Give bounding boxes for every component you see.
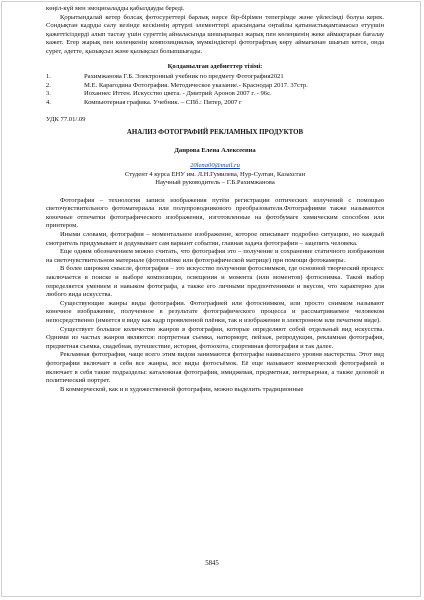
body-paragraph: Еще одним обозначением можно считать, что фотография это – получение и сохранение статичного изображения на светочувствительном материале (фотоплёнке или фотографической матрице) при помощи фотокамеры. <box>46 248 384 264</box>
reference-item <box>46 90 384 99</box>
reference-item <box>46 73 384 82</box>
author-email-link[interactable]: 20lena00@mail.ru <box>190 161 240 169</box>
body-paragraph: В коммерческой, как и в художественной фотографии, можно выделить традиционные <box>60 385 304 393</box>
author-email-line <box>46 162 384 171</box>
reference-text: Компьютерная графика. Учебник. – СПб.: Питер, 2007 г <box>84 98 242 106</box>
references-title: Қолданылған әдебиеттер тізімі: <box>167 62 263 70</box>
reference-number: 4. <box>46 98 51 106</box>
body-paragraph: Фотография – технология записи изображения путём регистрации оптических излучений с помощью светочувствительного фотоматериала или полупроводникового преобразователя.Фотографиями также называются конечные отпечатки фотографического изображения, изготовленные на фотобумаге химическим способом или принтером. <box>46 196 384 230</box>
reference-number: 2. <box>46 81 51 89</box>
body-paragraph: В более широком смысле, фотография – это искусство получения фотоснимков, где основной творческий процесс заключается в поиске и выборе композиции, освещения и момента (или моментов) фотоснимка. Такой выбор определяется умением и навыком фотографа, а также его личными предпочтениями и вкусом, что характерно для любого вида искусства. <box>46 265 384 299</box>
body-paragraph: Существует большое количество жанров в фотографии, которые определяют собой отдельный вид искусства. Одними из частых жанров являются: портретная съемка, натюрморт, пейзаж, репродукция, рекламная фотография, предметная съемка, свадебная, путешествие, история, фотоохота, спортивная фотография и так далее. <box>46 325 384 350</box>
reference-number: 1. <box>46 73 51 81</box>
intro-paragraph-1: көңіл-күй мен эмоциоаладды қабылдауды береді. <box>46 5 185 12</box>
body-paragraph: Иными словами, фотография – моментальное изображение, которое описывает подробно ситуацию, но каждый смотритель придумывает и додумывает сам вариант событии, главная задача фотографии – зацепить человека. <box>46 231 384 247</box>
body-paragraph: Рекламная фотография, чаще всего этим видом занимаются фотографы наивысшего уровня мастерства. Этот вид фотографии включает в себя все жанры, все виды фотосъёмок. Её еще называют коммерческой фотографией и включает в себя такие подразделы: каталожная фотография, имиджевая, предметная, интерьерная, а также деловой и политический портрет. <box>46 351 384 385</box>
author-name: Данрова Елена Алексеевна <box>174 146 256 154</box>
page-content <box>46 5 384 394</box>
udk-code: УДК 77.01/.09 <box>46 115 86 123</box>
article-title: АНАЛИЗ ФОТОГРАФИЙ РЕКЛАМНЫХ ПРОДУКТОВ <box>126 129 304 137</box>
intro-paragraph-2: Қорытындалай кетер болсақ фотосуреттері барлық нәрсе бір-бірімен тепегрімде және үйлесімді болуы керек. Сондықтан кадрды салу кезінде кескіннің әртүрлі элементтері арасындағы оңтайлы қатынастықамтамасыз етуүшін қажеттісіздерді алып тастау үшін суреттің айналасында шешырыңыз жарық пен көлеңкенің жеке аймақтарын бағалау кажет. Егер жарық пен көлеңкенің композициялық мүмкіндіктері фотографтың көру аймағынан шығып кетсе, онда сурет, әдетте, қызықсыз және қызықсыз болыпшығады. <box>46 13 384 55</box>
reference-text: Иоханнес Иттен. Искусство цвета. - Дмитрий Аронов 2007 г. - 96с. <box>84 90 272 98</box>
reference-number: 3. <box>46 90 51 98</box>
supervisor-line: Научный руководитель – Г.Б.Рахимжанова <box>155 179 275 187</box>
references-list <box>46 73 384 107</box>
page-number: 5845 <box>205 560 219 567</box>
reference-text: Рахимжанова Г.Б. Электронный учебник по предмету Фотография2021 <box>84 73 284 81</box>
body-paragraph: Существующие жанры виды фотографии. Фотографией или фотоснимком, или просто снимком называют конечное изображение, полученное в результате фотографического процесса и рассматриваемое человеком непосредственно (имеется в виду как кадр проявленной плёнки, так и изображение в электронном или печатном виде). <box>46 299 384 324</box>
reference-text: М.Е. Карагодина Фотография. Методическое указание.- Краснодар 2017. 37стр. <box>84 81 308 89</box>
author-affiliation: Студент 4 курса ЕНУ им. Л.Н.Гумилева, Нур-Султан, Казахстан <box>124 170 306 178</box>
reference-item <box>46 99 384 108</box>
reference-item <box>46 82 384 91</box>
